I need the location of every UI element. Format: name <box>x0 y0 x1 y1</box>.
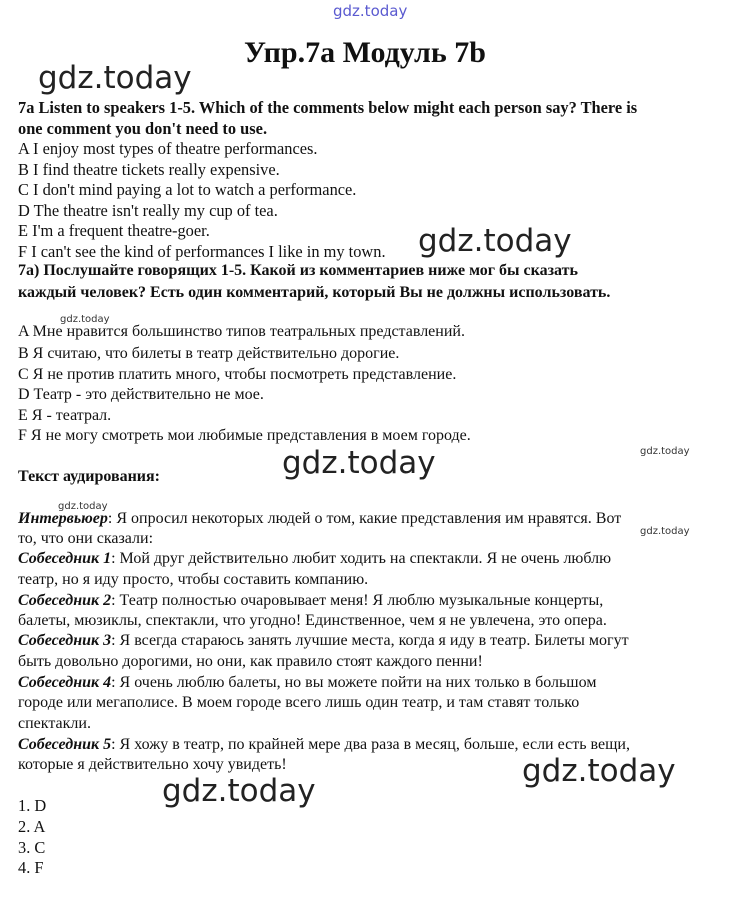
english-option-e: E I'm a frequent theatre-goer. <box>18 221 210 240</box>
speaker-3-label: Собеседник 3 <box>18 632 112 649</box>
watermark-small-1: gdz.today <box>60 314 110 325</box>
watermark-small-2: gdz.today <box>640 446 690 457</box>
russian-instruction-line2: каждый человек? Есть один комментарий, который Вы не должны использовать. <box>18 284 611 301</box>
speaker-2-line1 <box>18 592 603 610</box>
watermark-1: gdz.today <box>38 60 192 96</box>
english-option-b: B I find theatre tickets really expensive. <box>18 160 280 179</box>
speaker-4-text: : Я очень люблю балеты, но вы можете пойти на них только в большом <box>111 674 597 691</box>
speaker-5-line1 <box>18 736 630 754</box>
russian-option-e: E Я - театрал. <box>18 407 112 424</box>
speaker-1-label: Собеседник 1 <box>18 550 112 567</box>
answer-4: 4. F <box>18 858 44 877</box>
watermark-4: gdz.today <box>522 753 676 789</box>
speaker-2-text: : Театр полностью очаровывает меня! Я люблю музыкальные концерты, <box>111 592 604 609</box>
answer-3: 3. C <box>18 838 46 857</box>
speaker-1-line1 <box>18 550 611 568</box>
speaker-4-line2: городе или мегаполисе. В моем городе всего лишь один театр, и там ставят только <box>18 694 580 711</box>
english-option-d: D The theatre isn't really my cup of tea. <box>18 201 278 220</box>
english-instruction-line1: 7a Listen to speakers 1-5. Which of the comments below might each person say? There is <box>18 98 638 117</box>
russian-option-c: C Я не против платить много, чтобы посмотреть представление. <box>18 366 457 383</box>
interviewer-line2: то, что они сказали: <box>18 530 154 547</box>
english-option-f: F I can't see the kind of performances I like in my town. <box>18 242 386 261</box>
english-option-a: A I enjoy most types of theatre performances. <box>18 139 318 158</box>
russian-option-f: F Я не могу смотреть мои любимые представления в моем городе. <box>18 427 471 444</box>
speaker-1-line2: театр, но я иду просто, чтобы составить компанию. <box>18 571 369 588</box>
watermark-2: gdz.today <box>418 223 572 259</box>
watermark-top: gdz.today <box>333 2 408 20</box>
watermark-small-3: gdz.today <box>58 501 108 512</box>
speaker-4-label: Собеседник 4 <box>18 674 112 691</box>
speaker-5-label: Собеседник 5 <box>18 736 112 753</box>
speaker-2-line2: балеты, мюзиклы, спектакли, что угодно! Единственное, чем я не увлечена, это опера. <box>18 612 607 629</box>
interviewer-text: : Я опросил некоторых людей о том, какие представления им нравятся. Вот <box>107 510 622 527</box>
transcript-heading: Текст аудирования: <box>18 468 160 485</box>
speaker-3-line2: быть довольно дорогими, но они, как правило стоят каждого пенни! <box>18 653 483 670</box>
speaker-2-label: Собеседник 2 <box>18 592 112 609</box>
speaker-3-line1 <box>18 632 629 650</box>
watermark-small-4: gdz.today <box>640 526 690 537</box>
russian-option-a: A Мне нравится большинство типов театральных представлений. <box>18 323 465 340</box>
interviewer-label: Интервьюер <box>18 510 108 527</box>
russian-instruction-line1: 7a) Послушайте говорящих 1-5. Какой из комментариев ниже мог бы сказать <box>18 262 578 279</box>
english-option-c: C I don't mind paying a lot to watch a performance. <box>18 180 357 199</box>
russian-option-b: B Я считаю, что билеты в театр действительно дорогие. <box>18 345 400 362</box>
english-instruction-line2: one comment you don't need to use. <box>18 119 268 138</box>
watermark-5: gdz.today <box>162 773 316 809</box>
answer-1: 1. D <box>18 796 47 815</box>
russian-option-d: D Театр - это действительно не мое. <box>18 386 264 403</box>
speaker-1-text: : Мой друг действительно любит ходить на спектакли. Я не очень люблю <box>111 550 612 567</box>
answer-2: 2. A <box>18 817 46 836</box>
interviewer-line1 <box>18 510 621 528</box>
watermark-3: gdz.today <box>282 445 436 481</box>
speaker-5-text: : Я хожу в театр, по крайней мере два раза в месяц, больше, если есть вещи, <box>111 736 630 753</box>
page-title: Упр.7a Модуль 7b <box>244 36 486 69</box>
speaker-3-text: : Я всегда стараюсь занять лучшие места, когда я иду в театр. Билеты могут <box>111 632 629 649</box>
speaker-5-line2: которые я действительно хочу увидеть! <box>18 756 287 773</box>
speaker-4-line3: спектакли. <box>18 715 91 732</box>
speaker-4-line1 <box>18 674 596 692</box>
